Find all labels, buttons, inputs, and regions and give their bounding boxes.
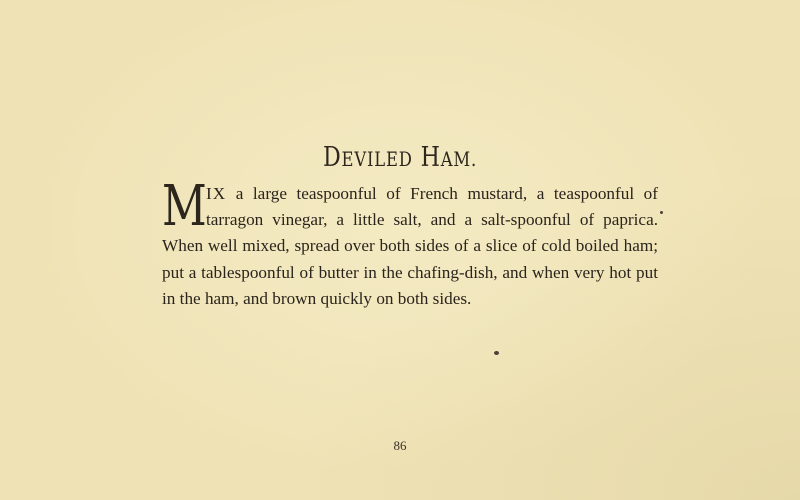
- page-number: 86: [393, 438, 407, 453]
- drop-cap: M: [162, 174, 207, 239]
- title-initial-h: H: [420, 142, 441, 173]
- ink-speck: [660, 211, 663, 214]
- title-part-am: AM.: [440, 147, 478, 171]
- recipe-title: [72, 142, 728, 173]
- recipe-body: [162, 174, 658, 312]
- recipe-paragraph: a large teaspoonful of French mustard, a teaspoonful of tarragon vinegar, a little salt, and a salt-spoonful of paprica. When well mixed, spread over both sides of a slice of cold boiled ham; put a tablespoonful of butter in the chafing-dish, and when very hot put in the ham, and brown quickly on both sides.: [162, 184, 658, 308]
- lead-caps: IX: [206, 184, 227, 203]
- title-part-eviled: EVILED: [341, 147, 413, 171]
- ink-speck: [494, 351, 499, 355]
- title-initial-d: D: [322, 142, 342, 173]
